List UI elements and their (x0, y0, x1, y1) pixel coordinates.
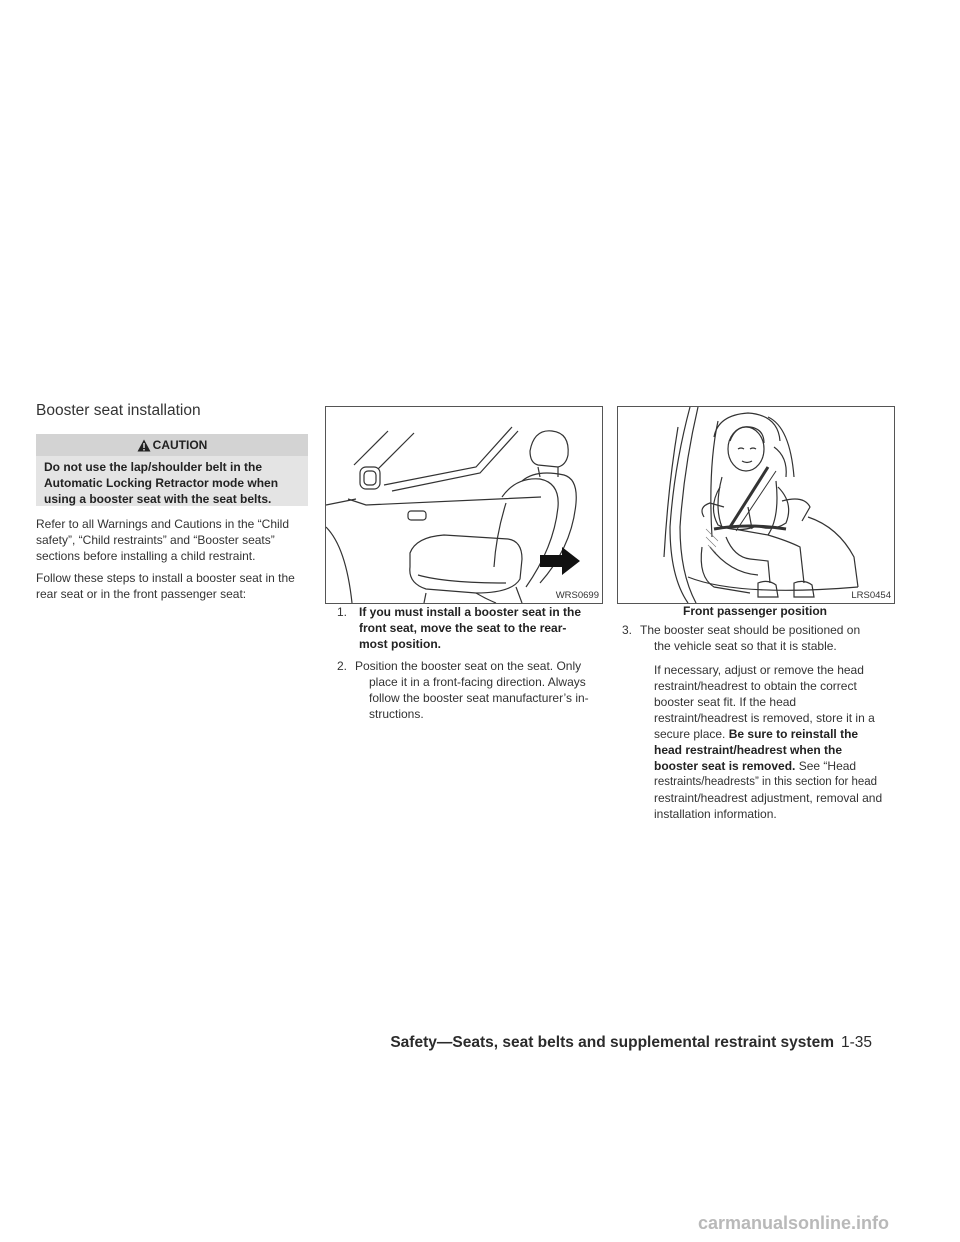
text-line: Refer to all Warnings and Cautions in the “Child (36, 517, 290, 531)
step-3 (622, 622, 894, 852)
step-number: 1. (337, 605, 348, 619)
figure-booster-illustration (617, 406, 895, 604)
caution-line: Do not use the lap/shoulder belt in the (44, 460, 263, 474)
watermark: carmanualsonline.info (698, 1213, 890, 1233)
text-line: the vehicle seat so that it is stable. (654, 639, 837, 653)
text-line: rear seat or in the front passenger seat: (36, 587, 247, 601)
step-1 (337, 604, 599, 656)
footer-chapter-title: Safety—Seats, seat belts and supplemental restraint system (390, 1034, 834, 1051)
text-line: structions. (369, 707, 424, 721)
text-line: restraint/headrest is removed, store it in a (654, 711, 875, 725)
step-number: 2. (337, 659, 348, 673)
caution-line: Automatic Locking Retractor mode when (44, 476, 279, 490)
figure-caption: Front passenger position (682, 604, 827, 618)
text-line: Position the booster seat on the seat. Only (355, 659, 582, 673)
text-line: restraint/headrest adjustment, removal and (654, 791, 883, 805)
text-line-spaced (654, 694, 894, 710)
figure-seat-illustration (325, 406, 603, 604)
bold-fragment: Be sure to reinstall the (728, 727, 859, 741)
booster-seat-illustration (618, 407, 894, 603)
seat-illustration (326, 407, 602, 603)
text-line: sections before installing a child restraint. (36, 549, 256, 563)
text-line: Follow these steps to install a booster seat in the (36, 571, 295, 585)
step-number: 3. (622, 623, 633, 637)
caution-line: using a booster seat with the seat belts. (44, 492, 272, 506)
step-3-detail (654, 662, 894, 822)
text-line: If you must install a booster seat in the (359, 605, 582, 619)
text-line: If necessary, adjust or remove the head (654, 663, 864, 677)
step-text (359, 604, 581, 652)
step-2 (337, 658, 599, 728)
text-line: The booster seat should be positioned on (640, 623, 861, 637)
text-fragment: See “Head (795, 759, 857, 773)
text-line: installation information. (654, 807, 777, 821)
page-number: 1-35 (841, 1034, 873, 1051)
text-line: restraint/headrest to obtain the correct (654, 679, 857, 693)
figure-code: WRS0699 (555, 590, 599, 601)
paragraph-warnings-reference (36, 516, 308, 564)
text-line: front seat, move the seat to the rear- (359, 621, 567, 635)
text-line: follow the booster seat manufacturer’s in- (369, 691, 589, 705)
text-line: restraints/headrests” in this section for head (654, 776, 878, 788)
text-line: most position. (359, 637, 441, 651)
bold-fragment: booster seat is removed. (654, 759, 796, 773)
text-line: booster seat fit. If the head (654, 695, 797, 709)
text-line (654, 758, 894, 774)
step-text (640, 622, 892, 654)
text-line: safety”, “Child restraints” and “Booster seats” (36, 533, 275, 547)
text-line (654, 726, 894, 742)
caution-text (36, 456, 308, 507)
paragraph-follow-steps (36, 570, 308, 602)
warning-triangle-icon (137, 439, 151, 452)
text-line: place it in a front-facing direction. Always (369, 675, 586, 689)
caution-label: CAUTION (152, 438, 208, 452)
caution-box (36, 434, 308, 506)
caution-heading (36, 434, 308, 456)
section-title: Booster seat installation (36, 402, 201, 419)
figure-code: LRS0454 (851, 590, 891, 601)
bold-line: head restraint/headrest when the (654, 743, 843, 757)
text-fragment: secure place. (654, 727, 729, 741)
step-text (355, 658, 589, 722)
